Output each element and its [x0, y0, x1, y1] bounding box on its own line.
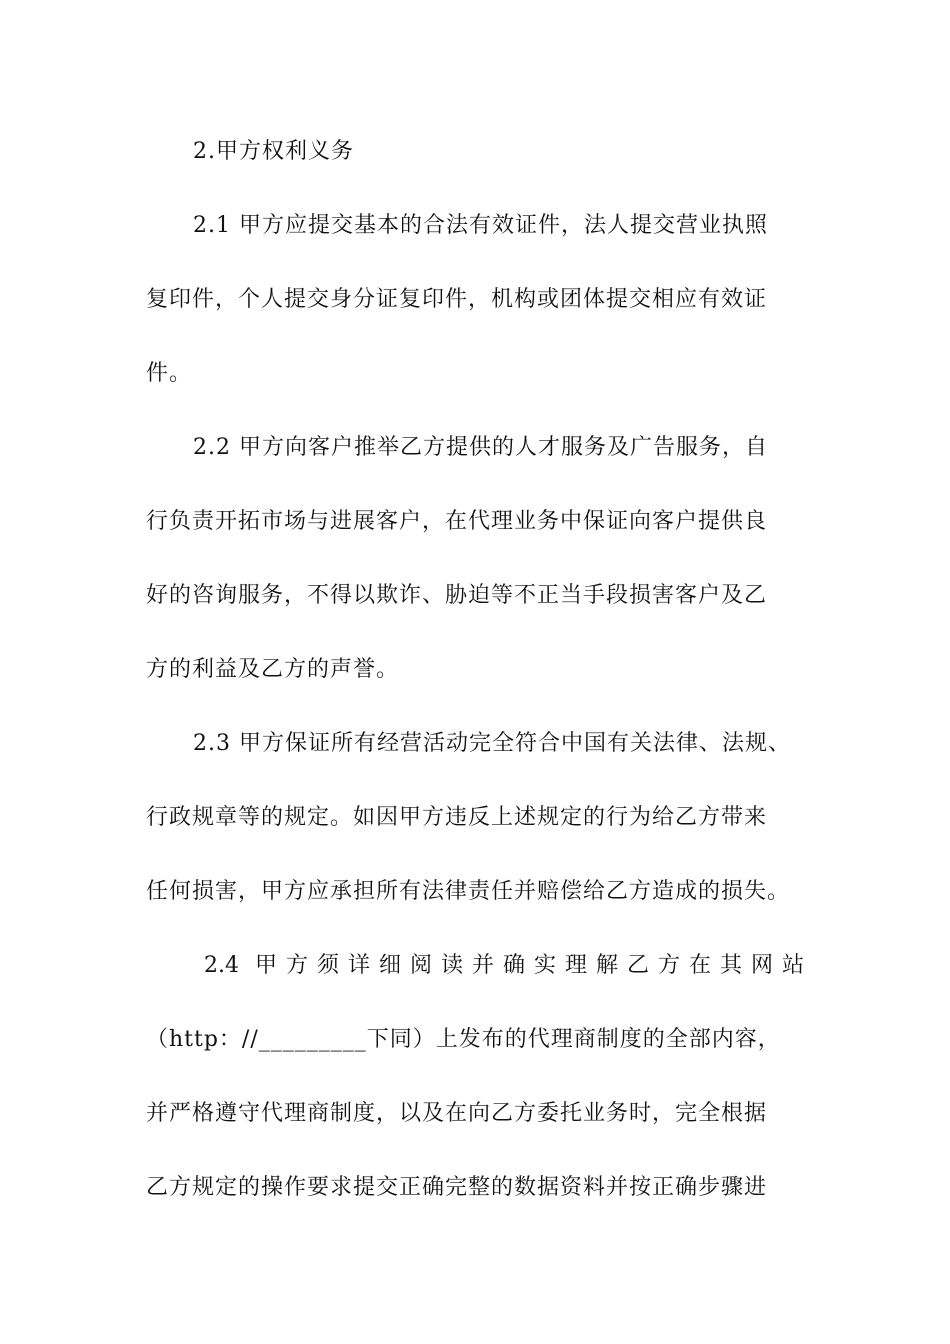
- clause-2-1-line-3: 件。: [146, 361, 193, 386]
- clause-2-2-line-4: 方的利益及乙方的声誉。: [146, 657, 400, 682]
- clause-2-2-line-1: 2.2 甲方向客户推举乙方提供的人才服务及广告服务，自: [193, 435, 768, 460]
- section-heading: 2.甲方权利义务: [193, 139, 354, 164]
- clause-2-4-line-3: 并严格遵守代理商制度，以及在向乙方委托业务时，完全根据: [146, 1101, 768, 1126]
- clause-2-3-line-3: 任何损害，甲方应承担所有法律责任并赔偿给乙方造成的损失。: [146, 879, 791, 904]
- clause-2-4-line-1: 2.4 甲方须详细阅读并确实理解乙方在其网站: [204, 953, 804, 978]
- clause-2-3-line-2: 行政规章等的规定。如因甲方违反上述规定的行为给乙方带来: [146, 805, 768, 830]
- clause-2-4-line-2: （http：//_________下同）上发布的代理商制度的全部内容，: [146, 1027, 781, 1052]
- clause-2-4-line-4: 乙方规定的操作要求提交正确完整的数据资料并按正确步骤进: [146, 1175, 768, 1200]
- clause-2-2-line-3: 好的咨询服务，不得以欺诈、胁迫等不正当手段损害客户及乙: [146, 583, 768, 608]
- clause-2-3-line-1: 2.3 甲方保证所有经营活动完全符合中国有关法律、法规、: [193, 731, 791, 756]
- clause-2-2-line-2: 行负责开拓市场与进展客户，在代理业务中保证向客户提供良: [146, 509, 768, 534]
- clause-2-1-line-2: 复印件，个人提交身分证复印件，机构或团体提交相应有效证: [146, 287, 768, 312]
- clause-2-1-line-1: 2.1 甲方应提交基本的合法有效证件，法人提交营业执照: [193, 213, 768, 238]
